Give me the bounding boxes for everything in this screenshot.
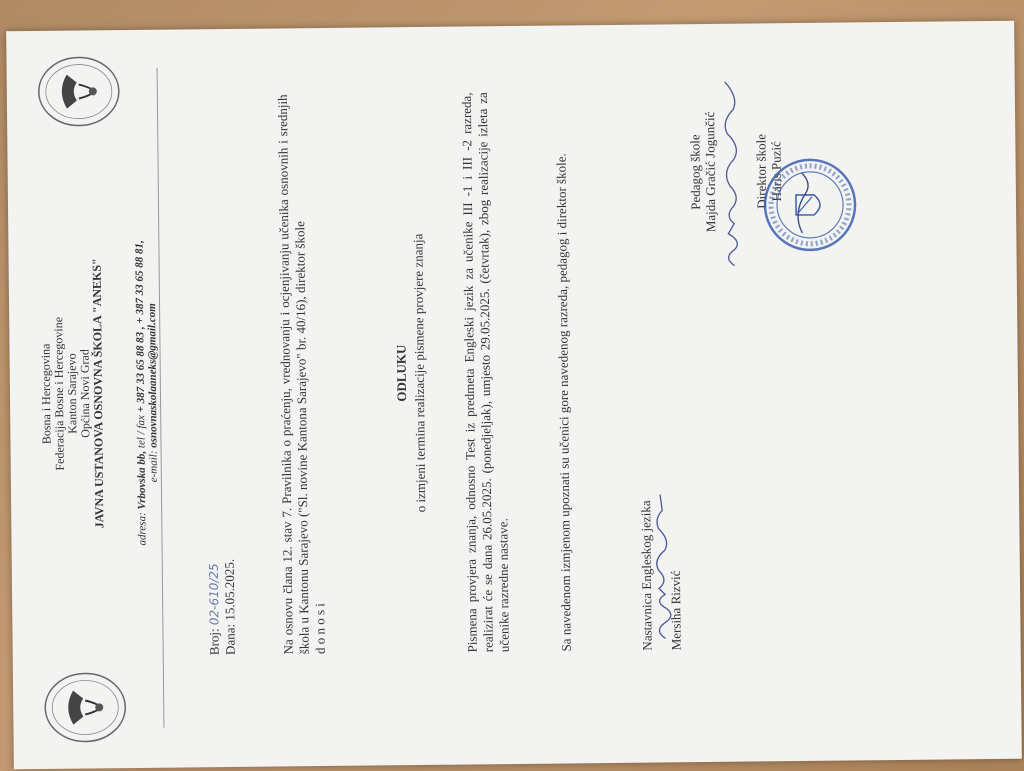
pedagog-name: Majda Gračić Jogunčić xyxy=(702,111,719,233)
dana-label: Dana: xyxy=(222,623,238,656)
teacher-title: Nastavnica Engleskog jezika xyxy=(638,500,655,651)
decision-paragraph: Pismena provjera znanja, odnosno Test iz predmeta Engleski jezik za učenike III -1 i III -2 razreda, realizirat će se dana 26.05.2025. (ponedjeljak), umjesto 29.05.2025. (četvrtak), zbog realizacije izleta za učenike razredne nastave. xyxy=(458,92,512,653)
school-logo-right xyxy=(36,54,121,129)
dana-value: 15.05.2025. xyxy=(221,558,238,621)
teacher-name: Mersiha Rizvić xyxy=(667,570,684,651)
document-page xyxy=(6,21,1022,770)
letterhead xyxy=(38,168,108,619)
intro-text: Na osnovu člana 12. stav 7. Pravilnika o praćenju, vrednovanju i ocjenjivanju učenika osnovnih i srednjih škola u Kantonu Sarajevo ("Sl. novine Kantona Sarajevo" br. 40/16), direktor škole xyxy=(274,94,312,655)
decision-subtitle: o izmjeni termina realizacije pismene provjere znanja xyxy=(410,233,429,513)
pedagog-title: Pedagog škole xyxy=(687,134,704,210)
pedagog-signature-block xyxy=(687,62,745,283)
address-value: Vrbovska bb, xyxy=(135,450,149,510)
header-line: Bosna i Hercegovina xyxy=(38,343,54,445)
broj-label: Broj: xyxy=(206,628,222,656)
phone-value: + 387 33 65 88 83 , + 387 33 65 88 81, xyxy=(133,240,148,413)
closing-paragraph: Sa navedenom izmjenom upoznati su učenici gore navedenog razreda, pedagog i direktor škole. xyxy=(553,153,574,652)
broj-value: 02-610/25 xyxy=(206,563,222,626)
school-name: JAVNA USTANOVA OSNOVNA ŠKOLA "ANEKS" xyxy=(89,258,107,529)
header-line: Kanton Sarajevo xyxy=(64,353,80,434)
donosi-text: d o n o s i xyxy=(312,603,328,655)
teacher-signature-block xyxy=(637,490,685,650)
intro-paragraph xyxy=(275,94,329,654)
school-stamp xyxy=(762,156,859,253)
director-name: Haris Puzić xyxy=(768,141,784,202)
document-meta xyxy=(206,559,238,655)
email-value: osnovnaskolaaneks@gmail.com xyxy=(146,303,160,448)
decision-title: ODLUKU xyxy=(393,344,410,402)
school-logo-left xyxy=(43,670,128,745)
director-title: Direktor škole xyxy=(753,133,770,209)
phone-label: tel / fax xyxy=(135,415,148,449)
email-label: e-mail: xyxy=(147,450,160,483)
document-content xyxy=(6,21,1022,770)
header-line: Općina Novi Grad xyxy=(77,349,93,438)
pedagog-signature xyxy=(717,72,745,272)
header-line: Federacija Bosne i Hercegovine xyxy=(51,316,67,471)
address-label: adresa: xyxy=(136,512,149,546)
